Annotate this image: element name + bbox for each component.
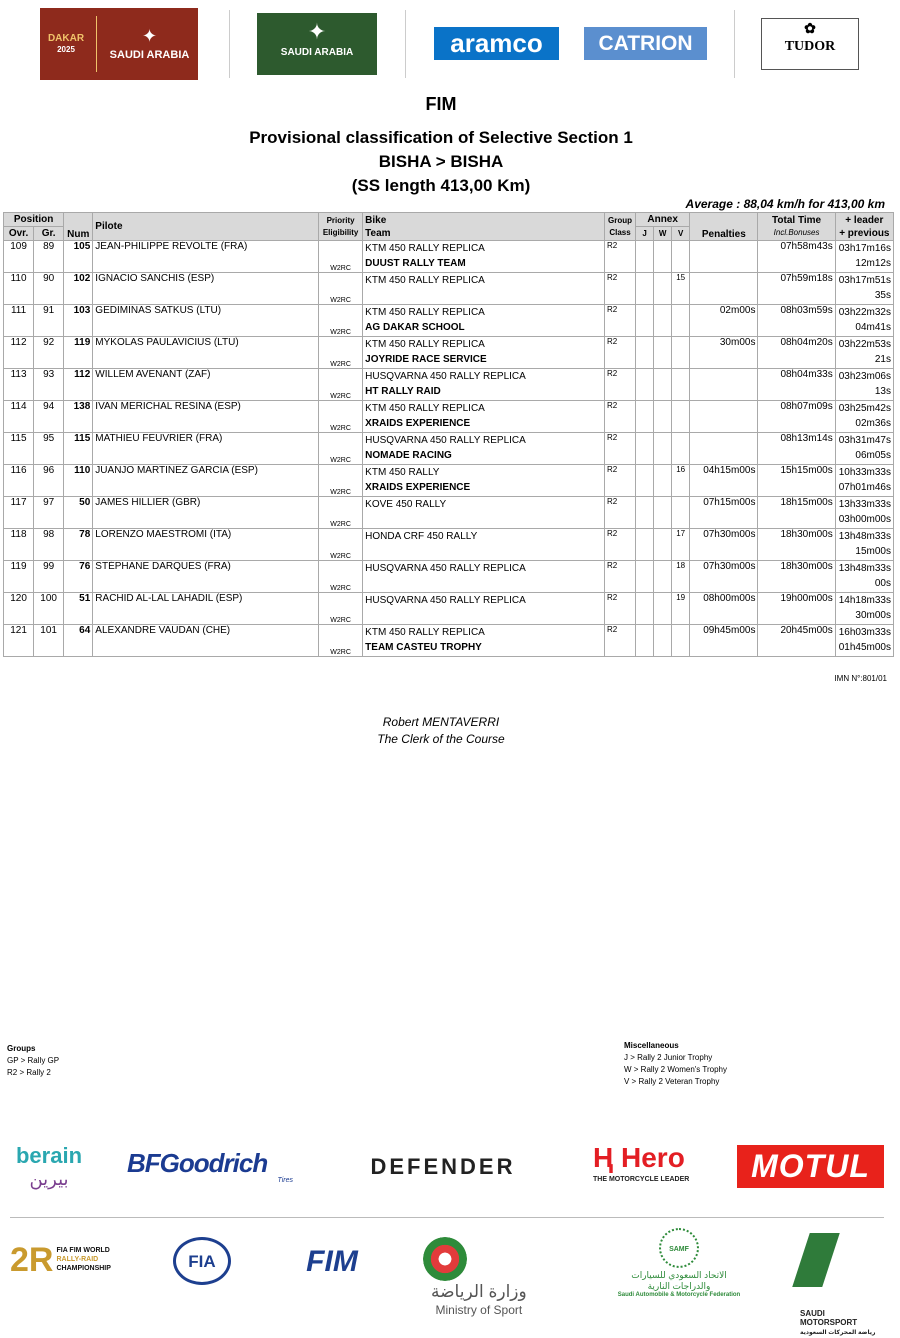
- gr-cell: 92: [34, 337, 64, 369]
- pen-cell: 04h15m00s: [690, 465, 758, 497]
- num-cell: 64: [64, 625, 93, 657]
- gap-cell: [835, 241, 893, 273]
- team-name: [365, 512, 602, 527]
- gap-previous: 35s: [874, 290, 891, 301]
- ovr-cell: 116: [4, 465, 34, 497]
- clerk-role: The Clerk of the Course: [377, 732, 505, 746]
- v-cell: [672, 305, 690, 337]
- j-cell: [636, 497, 654, 529]
- w-cell: [654, 497, 672, 529]
- dakar-wordmark: DAKAR 2025: [47, 33, 85, 54]
- ovr-cell: 121: [4, 625, 34, 657]
- group-cell: R2: [604, 433, 635, 465]
- v-cell: [672, 625, 690, 657]
- motul-logo: MOTUL: [737, 1145, 884, 1188]
- bike-name: KTM 450 RALLY REPLICA: [365, 339, 485, 350]
- prio-cell: W2RC: [319, 497, 363, 529]
- group-cell: R2: [604, 273, 635, 305]
- gap-previous: 12m12s: [855, 258, 891, 269]
- pilot-cell: ALEXANDRE VAUDAN (CHE): [93, 625, 319, 657]
- group-cell: R2: [604, 241, 635, 273]
- group-cell: R2: [604, 529, 635, 561]
- bfgoodrich-logo: BFGoodrich Tires: [127, 1148, 293, 1184]
- gr-cell: 91: [34, 305, 64, 337]
- w-cell: [654, 625, 672, 657]
- gap-leader: 03h25m42s: [838, 403, 891, 414]
- num-cell: 110: [64, 465, 93, 497]
- ovr-cell: 118: [4, 529, 34, 561]
- num-cell: 115: [64, 433, 93, 465]
- table-row: [4, 433, 894, 465]
- table-row: [4, 625, 894, 657]
- j-cell: [636, 273, 654, 305]
- pen-cell: [690, 369, 758, 401]
- pen-cell: 07h30m00s: [690, 561, 758, 593]
- table-row: [4, 401, 894, 433]
- gap-previous: 03h00m00s: [838, 514, 891, 525]
- j-cell: [636, 337, 654, 369]
- v-cell: [672, 241, 690, 273]
- bike-team-cell: [363, 593, 605, 625]
- team-name: JOYRIDE RACE SERVICE: [365, 354, 487, 365]
- pilot-cell: JAMES HILLIER (GBR): [93, 497, 319, 529]
- total-cell: 08h04m33s: [758, 369, 835, 401]
- j-cell: [636, 433, 654, 465]
- ovr-cell: 115: [4, 433, 34, 465]
- num-cell: 138: [64, 401, 93, 433]
- pen-cell: 30m00s: [690, 337, 758, 369]
- ovr-cell: 112: [4, 337, 34, 369]
- gap-previous: 30m00s: [855, 610, 891, 621]
- bike-team-cell: [363, 465, 605, 497]
- legend-groups: Groups GP > Rally GP R2 > Rally 2: [7, 1044, 60, 1077]
- v-cell: 16: [672, 465, 690, 497]
- bike-name: HUSQVARNA 450 RALLY REPLICA: [365, 595, 526, 606]
- divider: [10, 1217, 884, 1218]
- j-cell: [636, 241, 654, 273]
- bike-team-cell: [363, 433, 605, 465]
- bike-name: KTM 450 RALLY REPLICA: [365, 243, 485, 254]
- legend-misc: Miscellaneous J > Rally 2 Junior Trophy W > Rally 2 Women's Trophy V > Rally 2 Veteran Trophy: [624, 1041, 727, 1086]
- gr-cell: 95: [34, 433, 64, 465]
- gap-previous: 06m05s: [855, 450, 891, 461]
- gap-leader: 13h48m33s: [838, 563, 891, 574]
- tudor-logo: ✿ TUDOR: [761, 18, 859, 70]
- annex-v-header: V: [672, 227, 690, 241]
- team-name: TEAM CASTEU TROPHY: [365, 642, 482, 653]
- bike-team-cell: [363, 305, 605, 337]
- fia-logo: FIA: [173, 1237, 231, 1285]
- team-name: DUUST RALLY TEAM: [365, 258, 466, 269]
- penalties-header: Penalties: [690, 213, 758, 241]
- gap-previous: 13s: [874, 386, 891, 397]
- group-cell: R2: [604, 497, 635, 529]
- table-row: [4, 337, 894, 369]
- gap-previous: 21s: [874, 354, 891, 365]
- gap-previous: 07h01m46s: [838, 482, 891, 493]
- w-cell: [654, 337, 672, 369]
- pen-cell: [690, 401, 758, 433]
- gr-header: Gr.: [34, 227, 64, 241]
- average-speed: Average : 88,04 km/h for 413,00 km: [685, 197, 885, 211]
- v-cell: [672, 401, 690, 433]
- bike-team-cell: [363, 273, 605, 305]
- group-cell: R2: [604, 561, 635, 593]
- bike-team-cell: [363, 241, 605, 273]
- gr-cell: 98: [34, 529, 64, 561]
- results-table: [3, 212, 894, 657]
- pilot-cell: IVAN MERICHAL RESINA (ESP): [93, 401, 319, 433]
- j-cell: [636, 625, 654, 657]
- gr-cell: 101: [34, 625, 64, 657]
- bike-name: HUSQVARNA 450 RALLY REPLICA: [365, 371, 526, 382]
- ovr-cell: 110: [4, 273, 34, 305]
- w-cell: [654, 433, 672, 465]
- prio-cell: W2RC: [319, 305, 363, 337]
- gap-leader: 13h48m33s: [838, 531, 891, 542]
- ovr-cell: 114: [4, 401, 34, 433]
- ovr-cell: 120: [4, 593, 34, 625]
- pen-cell: 07h30m00s: [690, 529, 758, 561]
- total-cell: 18h15m00s: [758, 497, 835, 529]
- table-row: [4, 305, 894, 337]
- prio-cell: W2RC: [319, 401, 363, 433]
- group-cell: R2: [604, 465, 635, 497]
- w-cell: [654, 401, 672, 433]
- prio-cell: W2RC: [319, 625, 363, 657]
- saudi-arabia-logo: ✦ SAUDI ARABIA: [257, 13, 377, 75]
- aramco-logo: aramco: [434, 27, 559, 60]
- total-cell: 18h30m00s: [758, 561, 835, 593]
- prio-cell: W2RC: [319, 337, 363, 369]
- prio-cell: W2RC: [319, 593, 363, 625]
- gap-previous: 00s: [874, 578, 891, 589]
- total-cell: 18h30m00s: [758, 529, 835, 561]
- table-row: [4, 241, 894, 273]
- gap-header: + leader + previous: [835, 213, 893, 241]
- total-cell: 08h03m59s: [758, 305, 835, 337]
- gap-cell: [835, 273, 893, 305]
- total-cell: 20h45m00s: [758, 625, 835, 657]
- group-cell: R2: [604, 401, 635, 433]
- prio-cell: W2RC: [319, 369, 363, 401]
- num-cell: 50: [64, 497, 93, 529]
- annex-j-header: J: [636, 227, 654, 241]
- bike-name: KTM 450 RALLY: [365, 467, 440, 478]
- table-row: [4, 561, 894, 593]
- ovr-cell: 111: [4, 305, 34, 337]
- gr-cell: 90: [34, 273, 64, 305]
- num-cell: 102: [64, 273, 93, 305]
- gap-leader: 13h33m33s: [838, 499, 891, 510]
- team-name: NOMADE RACING: [365, 450, 452, 461]
- num-cell: 112: [64, 369, 93, 401]
- total-cell: 19h00m00s: [758, 593, 835, 625]
- table-row: [4, 593, 894, 625]
- clerk-name: Robert MENTAVERRI: [382, 715, 500, 729]
- total-cell: 08h04m20s: [758, 337, 835, 369]
- v-cell: [672, 369, 690, 401]
- total-cell: 15h15m00s: [758, 465, 835, 497]
- berain-logo: berain بيرين: [15, 1143, 83, 1189]
- group-cell: R2: [604, 593, 635, 625]
- w-cell: [654, 369, 672, 401]
- gap-cell: [835, 401, 893, 433]
- table-row: [4, 465, 894, 497]
- bike-name: KTM 450 RALLY REPLICA: [365, 275, 485, 286]
- group-cell: R2: [604, 337, 635, 369]
- catrion-logo: CATRION: [584, 27, 707, 60]
- gap-leader: 03h31m47s: [838, 435, 891, 446]
- num-cell: 105: [64, 241, 93, 273]
- team-name: [365, 608, 602, 623]
- gap-leader: 03h17m51s: [838, 275, 891, 286]
- ovr-cell: 109: [4, 241, 34, 273]
- gr-cell: 97: [34, 497, 64, 529]
- pen-cell: 08h00m00s: [690, 593, 758, 625]
- pen-cell: 07h15m00s: [690, 497, 758, 529]
- pilot-header: Pilote: [93, 213, 319, 241]
- j-cell: [636, 401, 654, 433]
- v-cell: 15: [672, 273, 690, 305]
- bike-name: KTM 450 RALLY REPLICA: [365, 403, 485, 414]
- bike-team-cell: [363, 529, 605, 561]
- bike-team-cell: [363, 337, 605, 369]
- j-cell: [636, 369, 654, 401]
- hero-logo: Ⱨ Hero THE MOTORCYCLE LEADER: [593, 1142, 690, 1183]
- v-cell: [672, 337, 690, 369]
- pen-cell: 02m00s: [690, 305, 758, 337]
- pilot-cell: LORENZO MAESTROMI (ITA): [93, 529, 319, 561]
- bike-name: KOVE 450 RALLY: [365, 499, 447, 510]
- defender-logo: DEFENDER: [370, 1154, 516, 1179]
- gap-leader: 10h33m33s: [838, 467, 891, 478]
- gap-previous: 15m00s: [855, 546, 891, 557]
- team-name: [365, 576, 602, 591]
- prio-cell: W2RC: [319, 241, 363, 273]
- dakar-saudi-arabia-logo: DAKAR 2025 ✦ SAUDI ARABIA: [40, 8, 198, 80]
- v-cell: [672, 433, 690, 465]
- total-cell: 07h58m43s: [758, 241, 835, 273]
- w-cell: [654, 305, 672, 337]
- pilot-cell: IGNACIO SANCHIS (ESP): [93, 273, 319, 305]
- bike-name: KTM 450 RALLY REPLICA: [365, 627, 485, 638]
- w-cell: [654, 465, 672, 497]
- gap-cell: [835, 561, 893, 593]
- j-cell: [636, 465, 654, 497]
- gap-cell: [835, 465, 893, 497]
- bike-name: HUSQVARNA 450 RALLY REPLICA: [365, 563, 526, 574]
- j-cell: [636, 305, 654, 337]
- pilot-cell: MATHIEU FEUVRIER (FRA): [93, 433, 319, 465]
- team-name: HT RALLY RAID: [365, 386, 441, 397]
- imn-number: IMN N°:801/01: [834, 674, 887, 683]
- num-header: Num: [64, 213, 93, 241]
- total-cell: 07h59m18s: [758, 273, 835, 305]
- saudi-motorsport-logo: SAUDI MOTORSPORT رياضة المحركات السعودية: [795, 1233, 887, 1289]
- group-cell: R2: [604, 625, 635, 657]
- prio-cell: W2RC: [319, 465, 363, 497]
- gap-leader: 03h17m16s: [838, 243, 891, 254]
- gr-cell: 100: [34, 593, 64, 625]
- gap-cell: [835, 529, 893, 561]
- team-name: XRAIDS EXPERIENCE: [365, 418, 471, 429]
- group-cell: R2: [604, 305, 635, 337]
- gap-leader: 16h03m33s: [838, 627, 891, 638]
- gap-cell: [835, 337, 893, 369]
- w-cell: [654, 561, 672, 593]
- gap-cell: [835, 433, 893, 465]
- table-row: [4, 529, 894, 561]
- pilot-cell: MYKOLAS PAULAVICIUS (LTU): [93, 337, 319, 369]
- team-name: [365, 288, 602, 303]
- priority-header: Priority Eligibility: [319, 213, 363, 241]
- gap-previous: 01h45m00s: [838, 642, 891, 653]
- bike-team-cell: [363, 561, 605, 593]
- gap-previous: 04m41s: [855, 322, 891, 333]
- pilot-cell: GEDIMINAS SATKUS (LTU): [93, 305, 319, 337]
- gap-cell: [835, 369, 893, 401]
- gr-cell: 89: [34, 241, 64, 273]
- sm-mark-icon: [792, 1233, 840, 1287]
- gap-cell: [835, 625, 893, 657]
- gap-leader: 03h22m32s: [838, 307, 891, 318]
- bike-team-cell: [363, 401, 605, 433]
- pilot-cell: STÉPHANE DARQUES (FRA): [93, 561, 319, 593]
- pilot-cell: JUANJO MARTINEZ GARCIA (ESP): [93, 465, 319, 497]
- team-name: [365, 544, 602, 559]
- bike-team-cell: [363, 497, 605, 529]
- table-row: [4, 273, 894, 305]
- ministry-of-sport-logo: وزارة الرياضة Ministry of Sport: [423, 1237, 565, 1287]
- j-cell: [636, 561, 654, 593]
- pen-cell: [690, 241, 758, 273]
- group-cell: R2: [604, 369, 635, 401]
- flower-icon: [423, 1237, 467, 1281]
- num-cell: 78: [64, 529, 93, 561]
- pilot-cell: RACHID AL-LAL LAHADIL (ESP): [93, 593, 319, 625]
- ovr-header: Ovr.: [4, 227, 34, 241]
- bike-team-header: Bike Team: [363, 213, 605, 241]
- pilot-cell: WILLEM AVENANT (ZAF): [93, 369, 319, 401]
- hero-h-icon: Ⱨ: [593, 1142, 614, 1173]
- w2rc-logo: 2R FIA FIM WORLD RALLY-RAID CHAMPIONSHIP: [10, 1241, 111, 1279]
- gap-previous: 02m36s: [855, 418, 891, 429]
- palm-swords-icon: ✦: [141, 26, 158, 46]
- gap-leader: 14h18m33s: [838, 595, 891, 606]
- prio-cell: W2RC: [319, 433, 363, 465]
- ovr-cell: 117: [4, 497, 34, 529]
- w-cell: [654, 529, 672, 561]
- gap-cell: [835, 305, 893, 337]
- table-row: [4, 497, 894, 529]
- num-cell: 76: [64, 561, 93, 593]
- team-name: AG DAKAR SCHOOL: [365, 322, 465, 333]
- fim-logo: FIM: [306, 1245, 358, 1278]
- bike-name: HUSQVARNA 450 RALLY REPLICA: [365, 435, 526, 446]
- total-time-header: Total Time Incl.Bonuses: [758, 213, 835, 241]
- w-cell: [654, 593, 672, 625]
- total-cell: 08h13m14s: [758, 433, 835, 465]
- v-cell: 19: [672, 593, 690, 625]
- v-cell: 18: [672, 561, 690, 593]
- prio-cell: W2RC: [319, 273, 363, 305]
- bike-team-cell: [363, 625, 605, 657]
- bike-name: KTM 450 RALLY REPLICA: [365, 307, 485, 318]
- j-cell: [636, 529, 654, 561]
- w-cell: [654, 273, 672, 305]
- num-cell: 51: [64, 593, 93, 625]
- team-name: XRAIDS EXPERIENCE: [365, 482, 471, 493]
- annex-w-header: W: [654, 227, 672, 241]
- pen-cell: [690, 433, 758, 465]
- group-class-header: Group Class: [604, 213, 635, 241]
- annex-header: Annex: [636, 213, 690, 227]
- page-title: Provisional classification of Selective Section 1 BISHA > BISHA (SS length 413,00 Km): [249, 128, 633, 195]
- j-cell: [636, 593, 654, 625]
- w-cell: [654, 241, 672, 273]
- table-row: [4, 369, 894, 401]
- samf-logo: SAMF الاتحاد السعودي للسيارات والدراجات النارية Saudi Automobile & Motorcycle Federation: [615, 1228, 743, 1294]
- rose-icon: ✿: [804, 22, 816, 37]
- page-org: FIM: [425, 94, 457, 114]
- bike-team-cell: [363, 369, 605, 401]
- v-cell: [672, 497, 690, 529]
- gap-leader: 03h22m53s: [838, 339, 891, 350]
- gap-cell: [835, 497, 893, 529]
- total-cell: 08h07m09s: [758, 401, 835, 433]
- ovr-cell: 113: [4, 369, 34, 401]
- gr-cell: 94: [34, 401, 64, 433]
- prio-cell: W2RC: [319, 529, 363, 561]
- pen-cell: 09h45m00s: [690, 625, 758, 657]
- position-header: Position: [4, 213, 64, 227]
- gap-leader: 03h23m06s: [838, 371, 891, 382]
- palm-swords-icon: ✦: [307, 19, 327, 44]
- ovr-cell: 119: [4, 561, 34, 593]
- pen-cell: [690, 273, 758, 305]
- bike-name: HONDA CRF 450 RALLY: [365, 531, 478, 542]
- v-cell: 17: [672, 529, 690, 561]
- num-cell: 119: [64, 337, 93, 369]
- gr-cell: 96: [34, 465, 64, 497]
- prio-cell: W2RC: [319, 561, 363, 593]
- gr-cell: 93: [34, 369, 64, 401]
- gap-cell: [835, 593, 893, 625]
- pilot-cell: JEAN-PHILIPPE RÉVOLTE (FRA): [93, 241, 319, 273]
- num-cell: 103: [64, 305, 93, 337]
- gr-cell: 99: [34, 561, 64, 593]
